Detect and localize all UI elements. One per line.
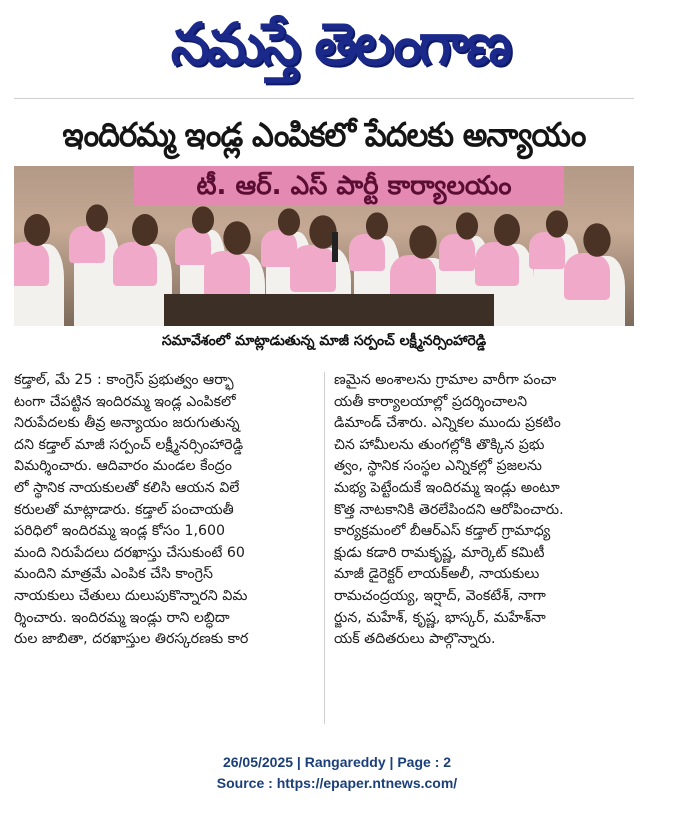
article-text-line: పరిధిలో ఇందిరమ్మ ఇండ్ల కోసం 1,600 bbox=[14, 523, 226, 540]
footer-date-page: 26/05/2025 | Rangareddy | Page : 2 bbox=[222, 754, 452, 770]
article-headline: ఇందిరమ్మ ఇండ్ల ఎంపికలో పేదలకు అన్యాయం bbox=[62, 115, 586, 154]
page-footer bbox=[14, 752, 660, 794]
column-divider bbox=[324, 372, 325, 724]
article-text-line: రామచంద్రయ్య, ఇర్షాద్, వెంకటేశ్, నాగా bbox=[334, 587, 546, 604]
photo-banner-text: టీ. ఆర్. ఎస్ పార్టీ కార్యాలయం bbox=[196, 171, 512, 201]
article-text-line: యక్ తదితరులు పాల్గొన్నారు. bbox=[334, 631, 496, 648]
photo-table bbox=[164, 294, 494, 326]
article-text-line: కరులతో మాట్లాడారు. కడ్తాల్ పంచాయతీ bbox=[14, 501, 234, 518]
article-text-line: కార్యక్రమంలో బీఆర్ఎస్ కడ్తాల్ గ్రామాధ్య bbox=[334, 523, 551, 540]
article-column-left bbox=[14, 370, 314, 728]
article-text-line: ణమైన అంశాలను గ్రామాల వారీగా పంచా bbox=[334, 372, 557, 388]
article-text-line: టంగా చేపట్టిన ఇందిరమ్మ ఇండ్ల ఎంపికలో bbox=[14, 393, 236, 410]
article-column-right bbox=[334, 370, 634, 728]
microphone-icon bbox=[332, 232, 338, 262]
article-text-line: క్షుడు కడారి రామకృష్ణ, మార్కెట్ కమిటీ bbox=[334, 544, 545, 561]
article-text-line: మాజీ డైరెక్టర్ లాయక్అలీ, నాయకులు bbox=[334, 566, 540, 583]
article-text-line: రుల జాబితా, దరఖాస్తుల తిరస్కరణకు కార bbox=[14, 631, 249, 648]
article-text-line: ర్జున, మహేశ్, కృష్ణ, భాస్కర్, మహేశ్‌నా bbox=[334, 609, 546, 626]
article-text-line: డిమాండ్ చేశారు. ఎన్నికల ముందు ప్రకటిం bbox=[334, 415, 561, 432]
article-text-line: నిరుపేదలకు తీవ్ర అన్యాయం జరుగుతున్న bbox=[14, 415, 240, 432]
article-text-line: కొత్త నాటకానికి తెరలేపిందని ఆరోపించారు. bbox=[334, 501, 564, 518]
article-photo bbox=[14, 166, 634, 326]
masthead-divider bbox=[14, 98, 634, 105]
article-text-line: చిన హామీలను తుంగల్లోకి తొక్కిన ప్రభు bbox=[334, 436, 545, 453]
article-text-line: మంది నిరుపేదలు దరఖాస్తు చేసుకుంటే 60 bbox=[14, 544, 245, 561]
article-text-line: విమర్శించారు. ఆదివారం మండల కేంద్రం bbox=[14, 458, 232, 475]
article-text-line: మందిని మాత్రమే ఎంపిక చేసి కాంగ్రెస్ bbox=[14, 566, 213, 583]
article-text-line: లో స్థానిక నాయకులతో కలిసి ఆయన విలే bbox=[14, 479, 240, 496]
photo-caption: సమావేశంలో మాట్లాడుతున్న మాజీ సర్పంచ్ లక్ష్మీనర్సింహారెడ్డి bbox=[161, 333, 487, 349]
article-text-line: నాయకులు చేతులు దులుపుకొన్నారని విమ bbox=[14, 587, 248, 604]
article-text-line: దని కడ్తాల్ మాజీ సర్పంచ్ లక్ష్మీనర్సింహారెడ్డి bbox=[14, 436, 244, 453]
article-text-line: త్వం, స్థానిక సంస్థల ఎన్నికల్లో ప్రజలను bbox=[334, 458, 542, 475]
footer-source: Source : https://epaper.ntnews.com/ bbox=[216, 775, 458, 791]
newspaper-masthead: నమస్తే తెలంగాణ bbox=[170, 10, 510, 78]
article-text-line: మభ్య పెట్టేందుకే ఇందిరమ్మ ఇండ్లు అంటూ bbox=[334, 479, 560, 496]
article-text-line: యతీ కార్యాలయాల్లో ప్రదర్శించాలని bbox=[334, 393, 528, 410]
article-text-line: కడ్తాల్, మే 25 : కాంగ్రెస్ ప్రభుత్వం ఆర్భా bbox=[14, 372, 234, 388]
article-text-line: ర్శించారు. ఇందిరమ్మ ఇండ్లు రాని లబ్ధిదా bbox=[14, 609, 230, 626]
